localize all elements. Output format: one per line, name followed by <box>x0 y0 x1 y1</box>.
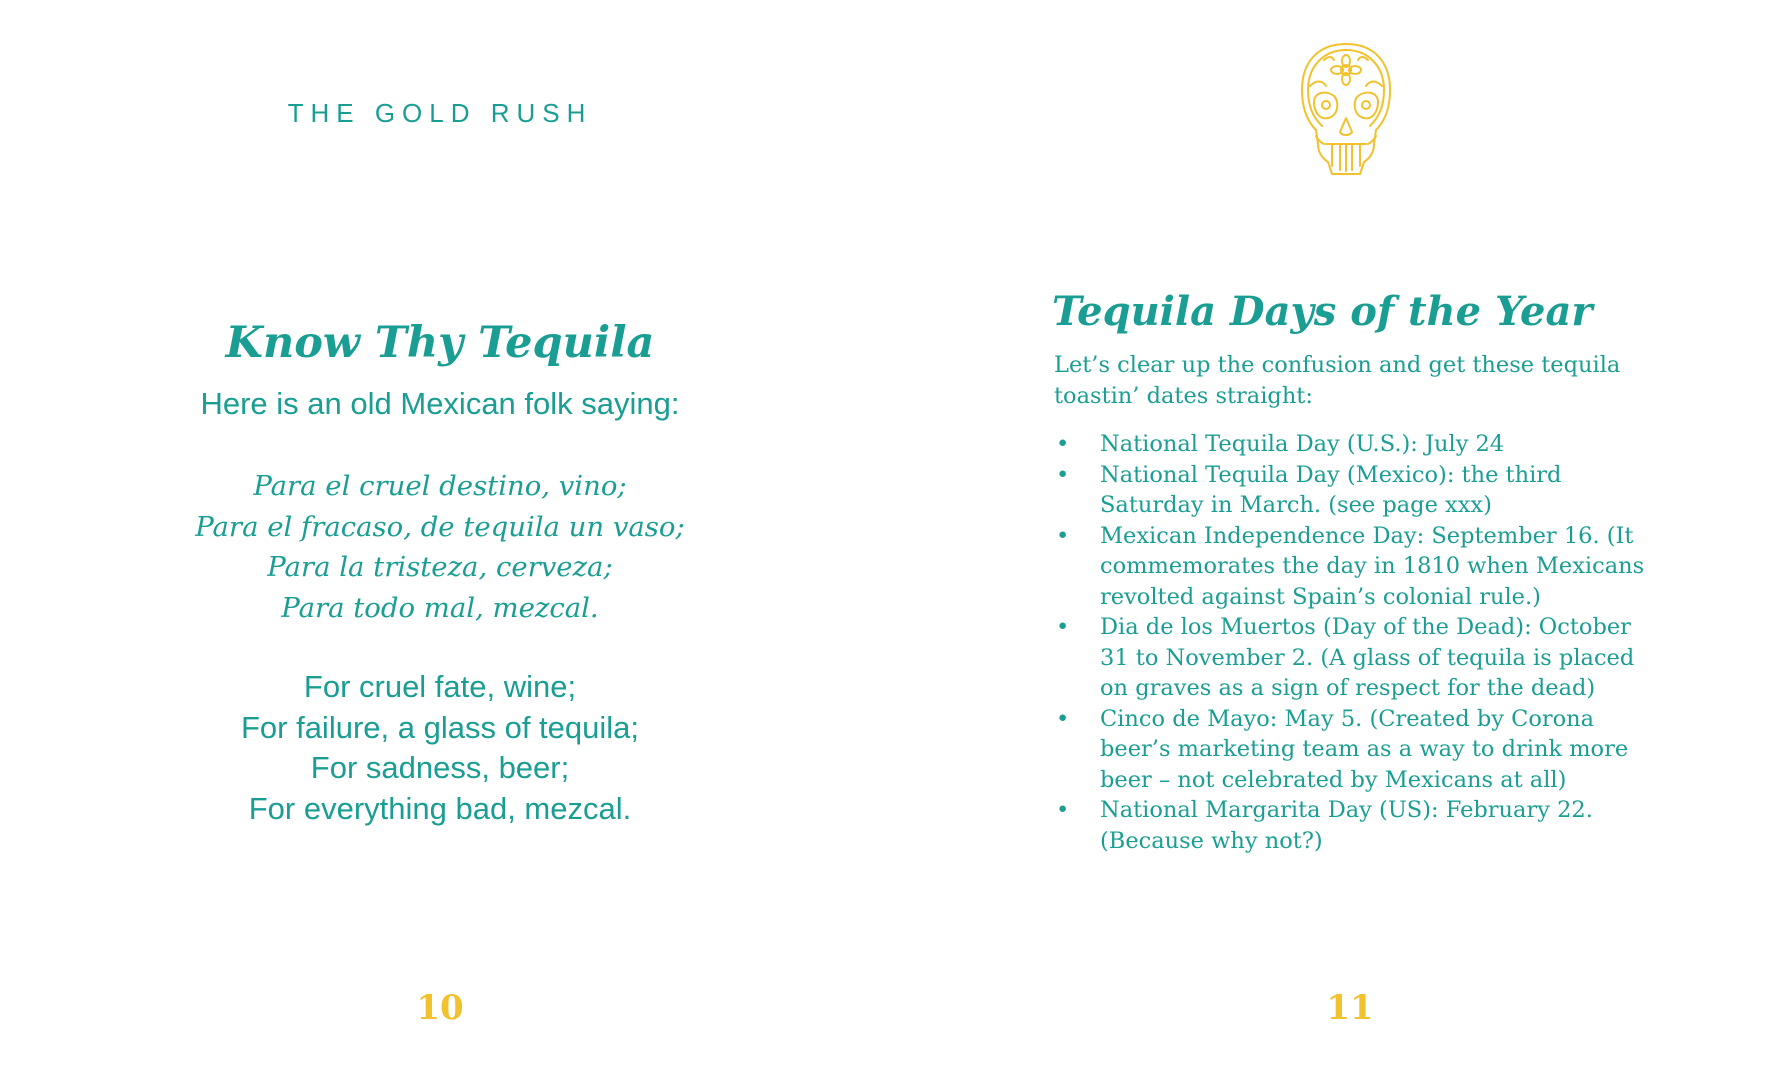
list-item <box>1054 460 1694 521</box>
running-head: THE GOLD RUSH <box>287 98 593 128</box>
bullet-icon: • <box>1056 705 1070 732</box>
list-item <box>1054 429 1694 460</box>
list-item-line: National Tequila Day (U.S.): July 24 <box>1100 431 1505 457</box>
list-item-line: commemorates the day in 1810 when Mexicans <box>1100 553 1645 579</box>
list-item-line: 31 to November 2. (A glass of tequila is placed <box>1100 644 1635 671</box>
list-item <box>1054 704 1694 796</box>
list-item <box>1054 795 1694 856</box>
list-item-line: Dia de los Muertos (Day of the Dead): October <box>1100 614 1631 640</box>
spanish-verse <box>0 466 880 628</box>
right-page-title: Tequila Days of the Year <box>1052 288 1593 335</box>
intro-line: toastin’ dates straight: <box>1054 383 1313 409</box>
bullet-icon: • <box>1056 797 1070 823</box>
right-page <box>890 0 1780 1079</box>
spanish-verse-line: Para el cruel destino, vino; <box>253 470 627 502</box>
english-verse-line: For sadness, beer; <box>310 750 570 785</box>
intro-line: Let’s clear up the confusion and get these tequila <box>1054 352 1621 378</box>
list-item-line: National Tequila Day (Mexico): the third <box>1100 461 1562 488</box>
english-verse-line: For cruel fate, wine; <box>303 669 577 704</box>
list-item-line: (Because why not?) <box>1100 827 1323 854</box>
english-verse-line: For failure, a glass of tequila; <box>240 709 640 745</box>
right-page-intro <box>1054 350 1674 412</box>
list-item-line: on graves as a sign of respect for the dead) <box>1100 675 1596 701</box>
list-item-line: Saturday in March. (see page xxx) <box>1100 492 1492 518</box>
list-item-line: beer – not celebrated by Mexicans at all) <box>1100 766 1567 793</box>
left-page-title: Know Thy Tequila <box>225 318 655 368</box>
list-item-line: revolted against Spain’s colonial rule.) <box>1100 583 1541 610</box>
spanish-verse-line: Para el fracaso, de tequila un vaso; <box>195 510 685 543</box>
english-verse <box>0 667 880 829</box>
list-item <box>1054 612 1694 704</box>
list-item <box>1054 521 1694 613</box>
folk-saying-intro: Here is an old Mexican folk saying: <box>200 386 680 421</box>
list-item-line: Cinco de Mayo: May 5. (Created by Corona <box>1100 705 1595 732</box>
tequila-days-list <box>1054 429 1694 856</box>
list-item-line: Mexican Independence Day: September 16. (It <box>1100 522 1634 549</box>
spanish-verse-line: Para la tristeza, cerveza; <box>267 551 613 583</box>
sugar-skull-icon <box>1296 40 1396 180</box>
english-verse-line: For everything bad, mezcal. <box>248 790 632 826</box>
bullet-icon: • <box>1056 614 1070 640</box>
bullet-icon: • <box>1056 461 1070 488</box>
list-item-line: beer’s marketing team as a way to drink more <box>1100 736 1629 762</box>
bullet-icon: • <box>1056 522 1070 549</box>
bullet-icon: • <box>1056 431 1070 457</box>
list-item-line: National Margarita Day (US): February 22. <box>1100 797 1593 823</box>
page-number-left: 10 <box>416 988 464 1028</box>
page-number-right: 11 <box>1326 988 1374 1028</box>
spanish-verse-line: Para todo mal, mezcal. <box>281 591 599 624</box>
